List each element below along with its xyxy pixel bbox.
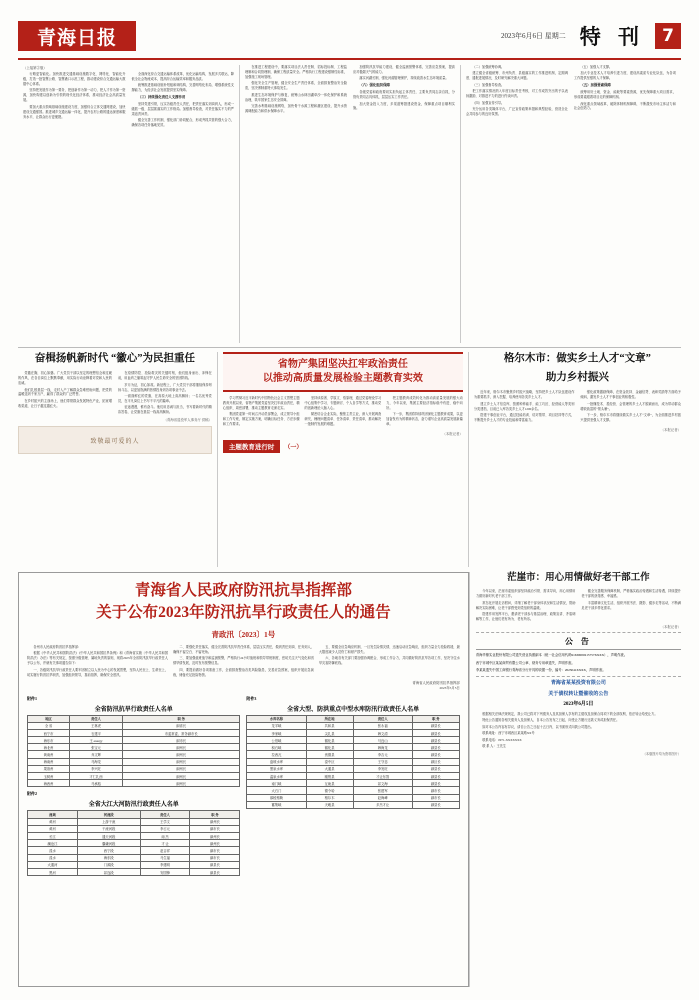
paragraph: 紧密结合企业实际，聚焦主责主业，深入开展调查研究，梳理问题清单、任务清单、责任清单，推动解决一批制约发展的难题。 [304,412,382,427]
table-cell: 才让东智 [353,773,412,780]
paragraph: 六、各地各有关部门要加强协调配合，形成工作合力，共同做好防汛抗旱各项工作，坚决守住水旱灾害防御底线。 [318,656,460,666]
table-cell: 副州长 [122,751,239,758]
table-cell: 副州长 [122,765,239,772]
paragraph: 二、要强化责任落实，健全完善防汛抗旱责任体系，层层压实责任，做到责任到岗、任务到人，确保不留空白、不留死角。 [172,644,314,654]
paragraph: 健全完善工作机制，强化部门协同配合，形成齐抓共管的强大合力，确保各项任务落地见效。 [131,118,234,128]
table-row [28,751,240,758]
table-cell: 副县长 [412,737,459,744]
table-cell: 多杰才让 [353,801,412,808]
table-cell: 海北州 [28,744,70,751]
table-cell: 赵吉祥 [140,847,190,854]
feature-center-title-1: 省物产集团坚决扛牢政治责任 [277,359,408,370]
table-row [28,729,240,736]
table-row [28,773,240,780]
table-header-cell: 责任人 [140,811,190,818]
table-cell: 副市长 [122,737,239,744]
paragraph: 根据《中华人民共和国防洪法》《中华人民共和国抗旱条例》和《青海省实施〈中华人民共和国防洪法〉办法》等有关规定，按照分级管理、属地负责的原则，现将2023年全省防汛抗旱行政责任人予以公布，并就有关事项通告如下： [27,651,168,666]
issue-date: 2023年6月6日 星期二 [501,32,566,40]
table-cell: 李家峡 [247,729,306,736]
table-cell: 湟中区 [306,758,353,765]
table-cell: 副州长 [122,744,239,751]
paragraph: 学习贯彻习近平新时代中国特色社会主义思想主题教育开展以来，省物产集团党委坚决扛牢政治责任，精心组织、周密部署，推动主题教育走深走实。 [222,396,300,410]
divider-2 [476,676,681,677]
paragraph: 一、各级防汛抗旱行政责任人要牢固树立以人民为中心的发展思想，坚持人民至上、生命至上，切实履行防汛抗旱职责，加强组织领导，靠前指挥，确保安全度汛。 [27,667,168,677]
table-1-caption: 全省防汛抗旱行政责任人名单 [94,706,173,713]
table-cell: 大石门 [247,787,306,794]
table-row [28,847,240,854]
table-cell: 马生福 [140,854,190,861]
paragraph: 岁月为证，初心如故。新征程上，广大党员干部将继续保持昂扬斗志，以更加饱满的热情投身到各项事业中去。 [117,382,212,392]
table-1 [27,715,240,788]
announcement-header: 公 告 [476,636,681,650]
table-cell: 副县长 [412,801,459,808]
table-cell: 乔文辉 [70,751,123,758]
table-cell: 西宁市 [28,729,70,736]
feature-left-byline: （青海省退役军人事务厅 供稿） [163,418,212,423]
paragraph: 联系地址：西宁市城西区某某路XX号 [482,731,535,736]
table-cell: 格尔木 [306,794,353,801]
table-cell: 副县长 [412,751,459,758]
top-column-1 [18,65,239,343]
table-cell: 干流河段 [77,825,140,832]
paragraph: 把工作落实情况纳入年度目标责任考核，对工作成效突出的予以表扬激励，对推进不力的进行约谈问责。 [465,89,568,99]
paragraph: 今年以来，茫崖市委组织部坚持政治引领、需求导向，用心用情用力做好新时代老干部工作。 [475,589,576,599]
table-cell: 温泉水库 [247,773,306,780]
table-cell: 李发旺 [353,765,412,772]
subheading: （六）强化组织保障 [359,83,390,88]
feature-right-title-2: 助力乡村振兴 [545,372,609,384]
table-header-cell: 水库名称 [247,715,306,722]
paragraph: （四）加强宣传引导。 [472,100,505,105]
table-cell: 王 energy [70,737,123,744]
notice2-title: 青海省某某投资有限公司 [550,681,606,687]
divider [476,632,681,633]
table-cell: 上游干流 [77,818,140,825]
table-cell: 副市长 [190,825,240,832]
table-cell: 湟水 [28,847,78,854]
table-cell: 副市长 [412,787,459,794]
table-header-cell: 流域 [28,811,78,818]
table-cell: 副州长 [122,780,239,787]
bottom-zone [18,572,681,987]
table-2-caption: 全省大江大河防汛行政责任人名单 [88,802,179,809]
table-cell: 西宁段 [77,847,140,854]
paragraph: 充分运用各类媒体平台，广泛宣传政策举措和典型经验，营造全社会共同参与的良好氛围。 [465,107,568,117]
table-cell: 海东市 [28,737,70,744]
paragraph: 健全完善服务保障机制，严格落实政治待遇和生活待遇，持续提升老干部的获得感、幸福感。 [581,589,681,599]
table-cell: 刚察县 [306,773,353,780]
table-cell: 李兴旺 [70,765,123,772]
paragraph: 五、要健全应急响应机制，一旦发生险情灾情，迅速启动应急响应，组织力量全力抢险救援，最大限度减少人员伤亡和财产损失。 [318,644,460,654]
table-row [247,801,459,808]
table-cell: 张建军 [353,787,412,794]
feature-right-title-1: 格尔木市：做实乡土人才“文章” [503,353,651,364]
table-cell: 王林虎 [70,722,123,729]
top-column-1-text [23,72,234,128]
paragraph: 加强防汛抗旱能力建设，健全监测预警体系，完善应急预案，提高应对极端天气的能力。 [352,65,455,74]
paragraph: 近年来，格尔木市聚焦乡村振兴战略，坚持把乡土人才队伍建设作为重要抓手，深入挖掘、培养使用各类乡土人才。 [473,390,575,400]
paragraph: 行路更智能化。加快推进交通基础设施数字化、网络化、智能化升级，打造一批智慧公路、智慧港口示范工程，推动建设综合交通运输大数据中心体系。 [23,72,126,86]
table-cell: 副市长 [190,854,240,861]
table-cell: 副县长 [190,868,240,875]
paragraph: 把主题教育成效转化为推动高质量发展的强大动力，今年以来，集团主要经济指标稳中有进、稳中向好。 [386,396,463,410]
table-2 [27,810,240,876]
table-cell: 副县长 [412,765,459,772]
table-cell: 副县长 [412,744,459,751]
attachment-row [27,692,460,877]
top-column-3-text [466,65,676,117]
announcement-item: 李某某遗失中国工商银行青海省分行开具的收据一份，编号：2023041XXXX，声明作废。 [475,668,606,673]
table-cell: 副区长 [412,758,459,765]
table-cell: 天峻县 [306,801,353,808]
table-cell: 副省长 [122,722,239,729]
table-cell: 通天河段 [77,832,140,839]
table-row [247,751,459,758]
table-cell: 副县长 [190,861,240,868]
paragraph: 丰富精神文化生活，组织开展书法、摄影、健步走等活动，不断满足老干部多样化需求。 [581,600,681,610]
announcement-list [476,653,681,673]
feature-left-stamp [18,426,212,454]
paragraph: 建立健全省级统筹、市州负责、县级落实的工作推进机制，定期调度、通报进展情况，及时研究解决重大问题。 [465,71,568,81]
table-cell: 祁文海 [353,780,412,787]
table-row [247,758,459,765]
notice2-subtitle: 关于债权转让暨催收的公告 [548,691,609,697]
attachment-2-label: 附件2 [27,791,37,797]
paragraph: 加大资金投入力度，多渠道筹措建设资金，保障重点项目顺利实施。 [352,101,455,111]
right-article-title: 茫崖市：用心用情做好老干部工作 [507,573,650,583]
paragraph: 坚持读原著、学原文、悟原理，通过党委理论学习中心组集中学习、专题研讨、个人自学等方式，推动党的创新理论入脑入心。 [304,396,382,410]
table-cell: 盘坡水库 [247,758,306,765]
top-article-zone [18,65,681,343]
table-row [28,832,240,839]
paragraph: 三、要加强值班值守和监测预警，严格执行24小时值班和领导带班制度，密切关注天气变化和汛情旱情发展，及时发布预警信息。 [172,656,314,666]
table-cell: 李占元 [140,825,190,832]
table-cell: 副市长 [190,847,240,854]
table-header-cell: 责任人 [353,715,412,722]
table-row [28,818,240,825]
table-cell: 龙羊峡 [247,722,306,729]
table-cell: 李建明 [140,861,190,868]
paragraph: 坚持把发展作为第一要务，把创新作为第一动力，把人才作为第一资源，加快构建以创新为引领的现代化经济体系，推动经济社会高质量发展。 [23,88,126,103]
table-cell: 副州长 [190,832,240,839]
paragraph: 四、要提前做好各项准备工作，全面排查整治各类风险隐患，完善应急预案，组织开展应急演练，储备充足抢险物资。 [172,667,314,677]
right-bottom-column [469,572,681,987]
feature-left [18,352,217,567]
table-cell: 蓄集峡 [247,801,306,808]
table-cell: 长江 [28,832,78,839]
top-column-3 [460,65,681,343]
paragraph: 党徽在胸，初心如磐。广大党员干部以坚定的理想信念和过硬的作风，在各自岗位上默默奉献，用实际行动诠释着对党和人民的忠诚。 [18,371,112,386]
feature-center-byline: （本报记者） [442,431,463,436]
table-cell: 黑河 [28,868,78,875]
right-article-body [476,589,681,622]
table-header-cell: 河流段 [77,811,140,818]
paragraph: 搭建干事创业平台，通过技能培训、结对帮带、项目扶持等方式，不断提升乡土人才的专业技能和带富能力。 [473,413,575,423]
paragraph: 坚持党建引领，压实各级责任人责任，把责任落实到岗到人，形成一级抓一级、层层抓落实的工作格局。加强督导检查，对责任落实不力的严肃追责问责。 [131,102,234,116]
notice-sign-org: 青海省人民政府防汛抗旱指挥部 [412,680,460,685]
table-cell: 海西州 [28,780,70,787]
table-cell: 黄河 [28,825,78,832]
table-header-cell: 职 务 [122,715,239,722]
table-cell: 副县长 [412,780,459,787]
feature-center-title-2: 以推动高质量发展检验主题教育实效 [262,373,423,384]
table-cell: 循化县 [306,744,353,751]
paragraph: 统筹用好土地、资金、能耗等要素资源，优先保障重大项目需求，形成要素跟着项目走的保障机制。 [573,90,676,100]
table-cell: 才仁扎西 [70,773,123,780]
table-cell: 王守忠 [353,758,412,765]
feature-band [18,347,681,567]
table-cell: 循化县 [306,737,353,744]
table-cell: 王学文 [140,818,190,825]
feature-right [469,352,681,567]
table-cell: 南 杰 [140,832,190,839]
table-cell: 石建平 [70,729,123,736]
paragraph: 深化重点领域改革，破除体制机制障碍，不断激发市场主体活力和社会创造力。 [573,101,676,111]
table-row [28,744,240,751]
table-cell: 海南州 [28,758,70,765]
top-column-2-text [245,65,455,114]
paragraph: 加大专业技术人才培养引进力度，建设高素质专业化队伍，为各项工作提供坚强的人才保障。 [573,71,676,81]
table-row [247,773,459,780]
table-cell: 市委常委、常务副市长 [122,729,239,736]
feature-left-body [18,371,212,415]
table-cell: 共和县 [306,722,353,729]
table-cell: 德令哈 [306,787,353,794]
table-row [28,780,240,787]
table-row [247,729,459,736]
paragraph: 各级党委和政府要切实担负起主体责任，主要负责同志亲自抓，分管负责同志具体抓，层层压实工作责任。 [352,90,455,100]
paragraph: 下一步，集团将持续巩固深化主题教育成果，以更加奋发有为的精神状态，奋力谱写企业高质量发展新篇章。 [386,412,463,427]
column-tag-number: （一） [284,444,303,451]
paragraph: 征途漫漫，惟有奋斗。他们用忠诚与担当，书写着新时代的精彩答卷，让党旗在基层一线高高飘扬。 [117,405,212,415]
table-cell: 尖扎县 [306,729,353,736]
table-row [28,861,240,868]
table-row [247,722,459,729]
feature-right-byline: （本报记者） [660,427,681,432]
notice-title-1: 青海省人民政府防汛抗旱指挥部 [134,582,352,599]
feature-center-body [223,396,463,429]
subheading: （三）持续强化责任人支撑作用 [137,95,186,100]
paragraph: 联系电话：0971-XXXXXXX [482,737,522,742]
table-cell: 马海龙 [70,758,123,765]
table-cell: 副州长 [190,818,240,825]
table-cell: 南门峡 [247,780,306,787]
table-cell: 积石峡 [247,744,306,751]
table-cell: 公伯峡 [247,737,306,744]
table-row [28,868,240,875]
paragraph: 强化政策激励保障，在资金扶持、金融信贷、表彰奖励等方面给予倾斜，激发乡土人才干事创业的积极性。 [580,390,681,400]
notice2-body [476,712,681,749]
table-row [247,737,459,744]
table-cell: 张宝元 [70,744,123,751]
table-cell: 李吉元 [353,751,412,758]
table-cell: 黄南州 [28,751,70,758]
paragraph: 在乡村振兴的主战场上，他们带领群众发展特色产业，拓宽增收渠道，让日子越过越红火。 [18,398,112,408]
feature-left-title: 奋楫扬帆新时代 “徽心”为民担重任 [34,353,195,364]
stamp-text: 致敬最可爱的人 [90,438,140,445]
paragraph: 完善水利基础设施网络，加快骨干水源工程和灌区建设，提升水资源调配能力和供水保障水平。 [244,104,347,114]
table-cell: 大通河 [28,861,78,868]
table-row [28,737,240,744]
paragraph: 全面深化综合交通运输体系改革，优化运输结构，发展多式联运，降低全社会物流成本，提高综合运输效率和服务品质。 [131,72,234,81]
table-cell: 拉西瓦 [247,751,306,758]
announcement-item: 西宁市城中区某某商贸有限公司公章、财务专用章遗失，声明作废。 [475,660,575,665]
paragraph: 根据相关法律法规规定，我公司已将对下列债务人及其担保人享有的主债权及担保合同项下的全部权利，依法转让给受让方。 [482,711,658,716]
table-cell: 马承彪 [70,780,123,787]
section-title: 特 刊 [579,25,645,49]
paragraph: 一面面鲜红的党旗，在高原大地上高高飘扬；一名名优秀党员，在平凡岗位上书写不平凡的篇章。 [117,393,212,403]
table-header-cell: 职 务 [412,715,459,722]
table-row [247,744,459,751]
table-cell: 副州长 [122,758,239,765]
notice-title-2: 关于公布2023年防汛抗旱行政责任人的通告 [96,604,391,622]
table-row [28,758,240,765]
table-row [247,780,459,787]
table-cell: 副县长 [412,773,459,780]
table-row [28,854,240,861]
newspaper-logo: 青海日报 [18,21,136,51]
table-cell: 韩海龙 [353,744,412,751]
attachment-3 [246,692,459,877]
paragraph: （二）加强统筹协调。 [472,65,505,69]
table-cell: 副县长 [412,722,459,729]
masthead [18,14,681,60]
table-cell: 祁连段 [77,868,140,875]
page-number: 7 [655,23,681,49]
table-3 [246,715,459,809]
table-3-caption: 全省大型、防洪重点中型水库防汛行政责任人名单 [287,706,420,713]
paragraph: 联 系 人：王先生 [482,744,507,749]
table-cell: 副州长 [190,840,240,847]
table-cell: 副州长 [122,773,239,780]
table-cell: 贵德县 [306,751,353,758]
paragraph: 集团党委第一时间召开动员部署会，成立领导小组和工作专班，制定实施方案，明确目标任务、方法步骤和工作要求。 [222,412,300,427]
table-cell: 张永福 [353,722,412,729]
table-row [247,794,459,801]
table-cell: 澜沧江 [28,840,78,847]
table-row [247,787,459,794]
table-header-cell: 地区 [28,715,70,722]
paragraph: 推进生态环境保护与修复，统筹山水林田湖草沙一体化保护和系统治理，筑牢国家生态安全屏障。 [244,92,347,102]
paragraph: 落实河湖长制，强化河湖管理保护，持续改善水生态环境质量。 [359,76,449,81]
page-footer-note: （本版图片均为资料图片） [642,752,681,757]
paragraph: 在疫情防控、抢险救灾的关键时刻，他们挺身而出、冲锋在前，用血肉之躯筑起守护人民生命安全的坚固防线。 [117,371,212,381]
notice-doc-number: 青政汛〔2023〕1号 [211,629,276,639]
table-cell: 玉树州 [28,773,70,780]
paragraph: 强化安全生产管理，健全安全生产责任体系，全面排查整治安全隐患，坚决遏制重特大事故发生。 [244,81,347,91]
paragraph: 建立乡土人才信息库，按照种养能手、能工巧匠、经营能人等类别分类建档，目前已入库各类乡土人才1200余名。 [473,401,575,411]
paragraph: 统筹推进基础设施补短板和调结构，完善网络化布局，增强系统性支撑能力，为经济社会发展提供坚实保障。 [131,83,234,93]
announcement-item: 青海华鼎实业股份有限公司遗失营业执照副本（统一社会信用代码91630000215757XXXX），声明作废。 [475,653,628,658]
table-cell: 大通县 [306,765,353,772]
feature-center-titlebox [223,352,463,392]
table-cell: 黑泉水库 [247,765,306,772]
government-notice [18,572,469,987]
table-cell: 湟水 [28,854,78,861]
top-column-2 [239,65,460,343]
table-cell: 全 省 [28,722,70,729]
table-cell: 互助县 [306,780,353,787]
table-cell: 韩文清 [353,729,412,736]
column-tag: 主题教育进行时 [223,440,281,453]
attachment-1 [27,692,240,877]
continued-note: （上接第②版） [23,66,47,70]
paragraph: （三）加强督导检查。 [472,82,505,87]
subheading: （五）加强要素保障 [580,83,611,88]
table-header-cell: 职 务 [190,811,240,818]
table-cell: 安国锋 [140,868,190,875]
table-cell: 海东段 [77,854,140,861]
attachment-3-label: 附件3 [246,695,257,701]
column-tag-row [223,440,463,453]
table-row [28,825,240,832]
feature-center [217,352,469,567]
paragraph: 各州市人民政府防汛抗旱指挥部： [33,644,82,649]
notice2-date: 2023年6月5日 [563,702,594,708]
notice-sign-date: 2023年5月5日 [439,686,460,691]
paragraph: 搭建作用发挥平台，邀请老干部参与基层治理、政策宣讲、矛盾调解等工作，让他们老有所为、老有所乐。 [475,612,576,622]
paragraph: 如对本公告内容有异议，请自公告之日起十五日内，以书面形式向我公司提出。 [482,724,594,729]
table-cell: 果洛州 [28,765,70,772]
notice-signature [27,681,460,692]
right-article-byline: （本报记者） [660,625,681,630]
paragraph: （五）加强人才支撑。 [580,65,613,69]
paragraph: 特此公告通知各相关债务人及担保人，自本公告发布之日起，向受让方履行还款义务或担保责任。 [482,718,620,723]
table-cell: 赵海峰 [353,794,412,801]
table-cell: 副县长 [412,729,459,736]
table-cell: 副市长 [412,794,459,801]
paragraph: 常态化开展走访慰问，详细了解老干部身体状况和生活情况，帮助解决实际困难，让老干部感受到党组织的温暖。 [475,600,576,610]
table-header-cell: 责任人 [70,715,123,722]
paragraph: 要加大重点领域基础设施建设力度，加强综合立体交通网建设，加快建设交通强国。推进城乡交通运输一体化，提升农村公路的通达深度和服务水平，让群众出行更便捷。 [23,104,126,119]
table-row [28,722,240,729]
table-cell: 才 让 [140,840,190,847]
table-cell: 那棱格勒 [247,794,306,801]
table-row [28,840,240,847]
table-cell: 马良山 [353,737,412,744]
paragraph: 下一步，格尔木市将继续做实乡土人才“文章”，为全面推进乡村振兴提供坚强人才支撑。 [580,413,681,423]
attachment-1-label: 附件1 [27,695,37,701]
notice-body [27,645,460,678]
table-row [247,765,459,772]
feature-right-body [474,390,681,424]
table-header-cell: 所在地 [306,715,353,722]
table-cell: 囊谦河段 [77,840,140,847]
table-cell: 门源段 [77,861,140,868]
paragraph: 一批懂技术、善经营、会管理的乡土人才脱颖而出，成为带动群众增收致富的“领头雁”。 [580,401,681,411]
table-row [28,765,240,772]
table-cell: 黄河 [28,818,78,825]
paragraph: 在推进工程建设中，要落实项目法人责任制、招标投标制、工程监理制和合同管理制，确保工程质量安全。严格执行工程建设强制性标准，加强施工现场管理。 [244,65,347,79]
paragraph: 他们扎根基层一线，走村入户了解群众急难愁盼问题，把党的温暖送到千家万户，赢得了群众的广泛赞誉。 [18,387,112,397]
